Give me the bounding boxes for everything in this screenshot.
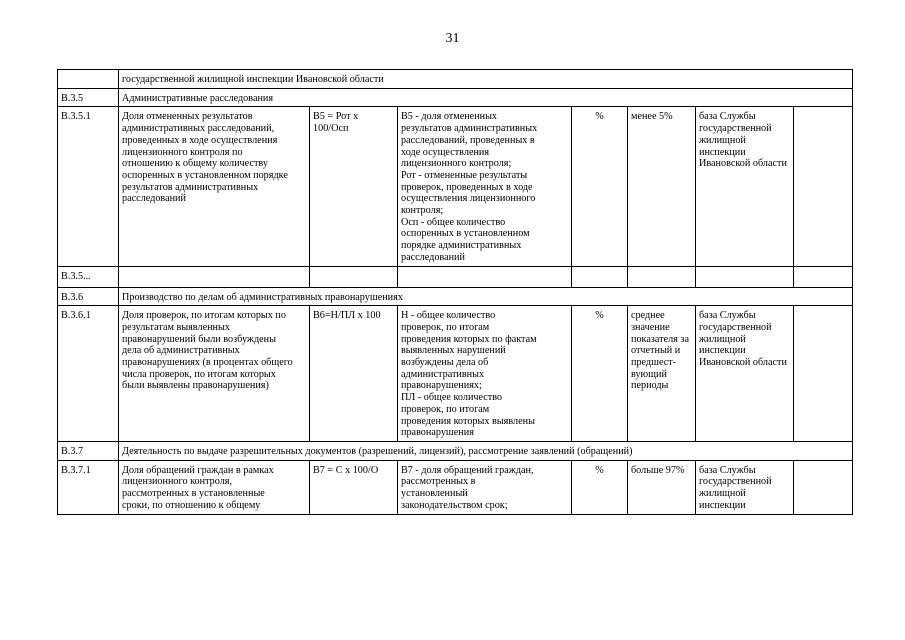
indicator-row-b3371 xyxy=(58,460,853,514)
empty-cell xyxy=(794,107,853,266)
section-row-b336 xyxy=(58,287,853,306)
indicator-source: база Службы государственной жилищной инспекции Ивановской области xyxy=(696,107,794,266)
indicator-unit: % xyxy=(572,306,628,442)
section-code: В.3.5... xyxy=(58,266,119,287)
indicator-name: Доля обращений граждан в рамках лицензионного контроля, рассмотренных в установленные сроки, по отношению к общему xyxy=(119,460,310,514)
indicator-formula: В5 = Рот х 100/Осп xyxy=(310,107,398,266)
indicator-description: Н - общее количество проверок, по итогам проведения которых по фактам выявленных нарушений возбуждены дела об административных правонарушениях; ПЛ - общее количество проверок, по итогам проведения которых выявлены правонарушения xyxy=(398,306,572,442)
continuation-text: государственной жилищной инспекции Ивановской области xyxy=(119,70,853,89)
indicator-description: В5 - доля отмененных результатов административных расследований, проведенных в ходе осуществления лицензионного контроля; Рот - отмененные результаты проверок, проведенных в ходе осуществления лицензионного контроля; Осп - общее количество оспоренных в установленном порядке административных расследований xyxy=(398,107,572,266)
continuation-row xyxy=(58,70,853,89)
indicator-unit: % xyxy=(572,460,628,514)
indicator-value: менее 5% xyxy=(628,107,696,266)
empty-cell xyxy=(794,460,853,514)
indicator-value: больше 97% xyxy=(628,460,696,514)
indicator-code: В.3.5.1 xyxy=(58,107,119,266)
indicator-value: среднее значение показателя за отчетный и предшест- вующий периоды xyxy=(628,306,696,442)
section-code: В.3.5 xyxy=(58,88,119,107)
section-row-b337 xyxy=(58,441,853,460)
section-title: Деятельность по выдаче разрешительных документов (разрешений, лицензий), рассмотрение заявлений (обращений) xyxy=(119,441,853,460)
empty-cell xyxy=(572,266,628,287)
empty-cell xyxy=(310,266,398,287)
empty-cell xyxy=(794,306,853,442)
empty-cell xyxy=(696,266,794,287)
indicator-name: Доля отмененных результатов административных расследований, проведенных в ходе осуществления лицензионного контроля по отношению к общему количеству оспоренных в установленном порядке результатов административных расследований xyxy=(119,107,310,266)
empty-cell xyxy=(119,266,310,287)
indicator-source: база Службы государственной жилищной инспекции xyxy=(696,460,794,514)
code-cell xyxy=(58,70,119,89)
empty-cell xyxy=(628,266,696,287)
indicator-formula: В7 = С х 100/О xyxy=(310,460,398,514)
indicator-unit: % xyxy=(572,107,628,266)
indicator-name: Доля проверок, по итогам которых по результатам выявленных правонарушений были возбуждены дела об административных правонарушениях (в процентах общего числа проверок, по итогам которых были выявлены правонарушения) xyxy=(119,306,310,442)
section-row-b335 xyxy=(58,88,853,107)
section-code: В.3.7 xyxy=(58,441,119,460)
indicators-table xyxy=(57,69,853,515)
indicator-description: В7 - доля обращений граждан, рассмотренных в установленный законодательством срок; xyxy=(398,460,572,514)
empty-cell xyxy=(794,266,853,287)
indicator-code: В.3.7.1 xyxy=(58,460,119,514)
indicator-source: база Службы государственной жилищной инспекции Ивановской области xyxy=(696,306,794,442)
section-row-b335-more xyxy=(58,266,853,287)
section-title: Производство по делам об административных правонарушениях xyxy=(119,287,853,306)
section-title: Административные расследования xyxy=(119,88,853,107)
indicator-row-b3351 xyxy=(58,107,853,266)
page-number: 31 xyxy=(445,31,460,46)
section-code: В.3.6 xyxy=(58,287,119,306)
indicator-code: В.3.6.1 xyxy=(58,306,119,442)
indicator-row-b3361 xyxy=(58,306,853,442)
indicator-formula: В6=Н/ПЛ х 100 xyxy=(310,306,398,442)
empty-cell xyxy=(398,266,572,287)
